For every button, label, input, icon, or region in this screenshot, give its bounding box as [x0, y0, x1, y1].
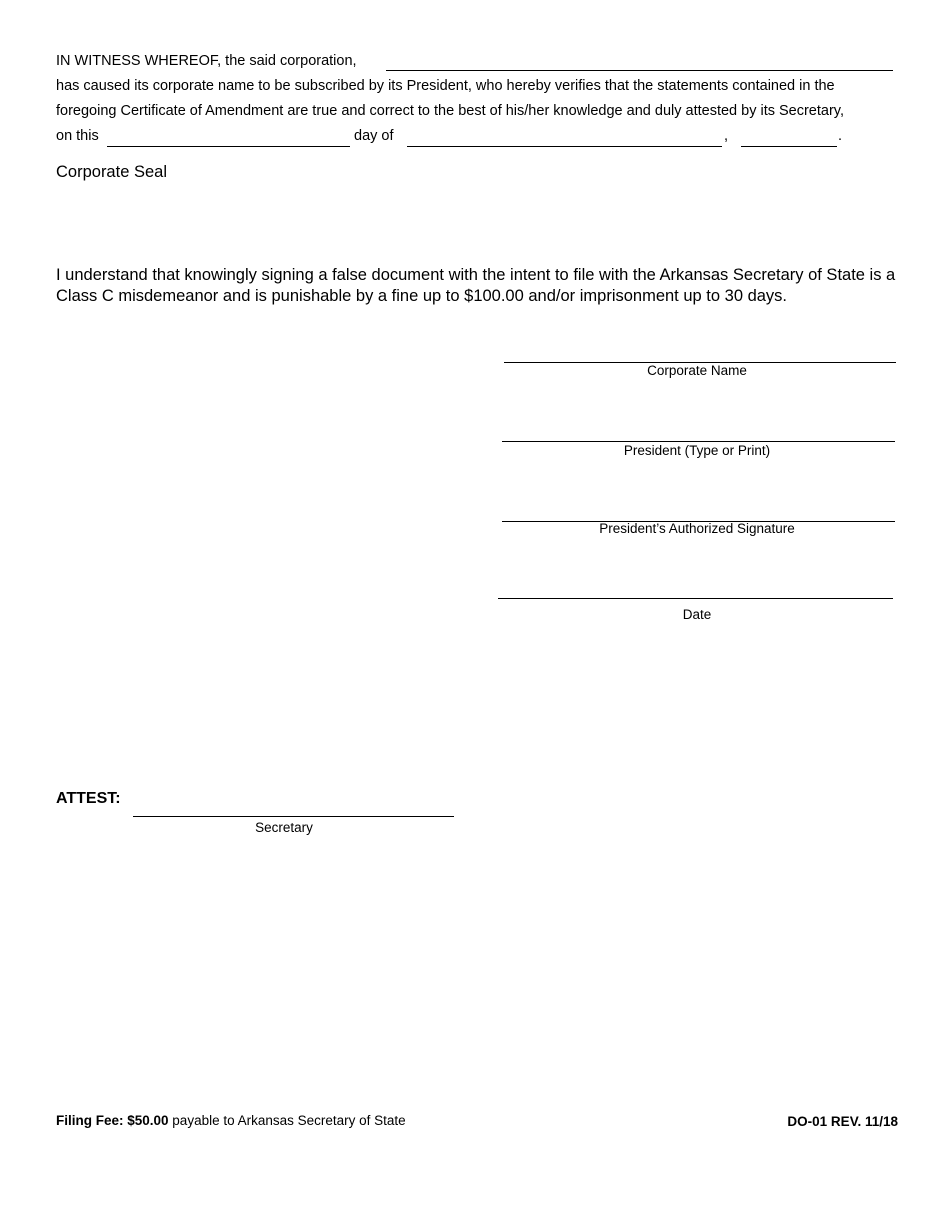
filing-fee-note: [56, 1113, 406, 1128]
date-label: Date: [682, 607, 712, 622]
comma-text: ,: [724, 128, 729, 144]
president-signature-label: President’s Authorized Signature: [599, 521, 795, 536]
date-line[interactable]: [498, 598, 893, 599]
false-document-warning: I understand that knowingly signing a false document with the intent to file with the Arkansas Secretary of State is a Class C misdemeanor and is punishable by a fine up to $100.00 and/or imprisonment up to 30 days.: [56, 266, 896, 305]
witness-line-3: foregoing Certificate of Amendment are true and correct to the best of his/her knowledge and duly attested by its Secretary,: [56, 103, 844, 119]
witness-line-2: has caused its corporate name to be subscribed by its President, who hereby verifies that the statements contained in the: [56, 78, 835, 94]
year-field[interactable]: [741, 146, 837, 147]
month-field[interactable]: [407, 146, 722, 147]
secretary-signature-line[interactable]: [133, 816, 454, 817]
corporate-name-label: Corporate Name: [647, 363, 747, 378]
president-print-line[interactable]: [502, 441, 895, 442]
corporation-name-field[interactable]: [386, 70, 893, 71]
on-this-label: on this: [56, 128, 99, 144]
secretary-label: Secretary: [255, 820, 313, 835]
corporate-seal-label: Corporate Seal: [56, 163, 167, 181]
filing-fee-payee: payable to Arkansas Secretary of State: [168, 1113, 406, 1128]
day-number-field[interactable]: [107, 146, 350, 147]
attest-label: ATTEST:: [56, 790, 121, 807]
president-print-label: President (Type or Print): [623, 443, 771, 458]
witness-line-1: IN WITNESS WHEREOF, the said corporation,: [56, 53, 357, 69]
filing-fee-amount: Filing Fee: $50.00: [56, 1113, 169, 1128]
period-text: .: [838, 128, 843, 144]
day-of-label: day of: [354, 128, 394, 144]
form-revision-id: DO-01 REV. 11/18: [787, 1114, 898, 1129]
